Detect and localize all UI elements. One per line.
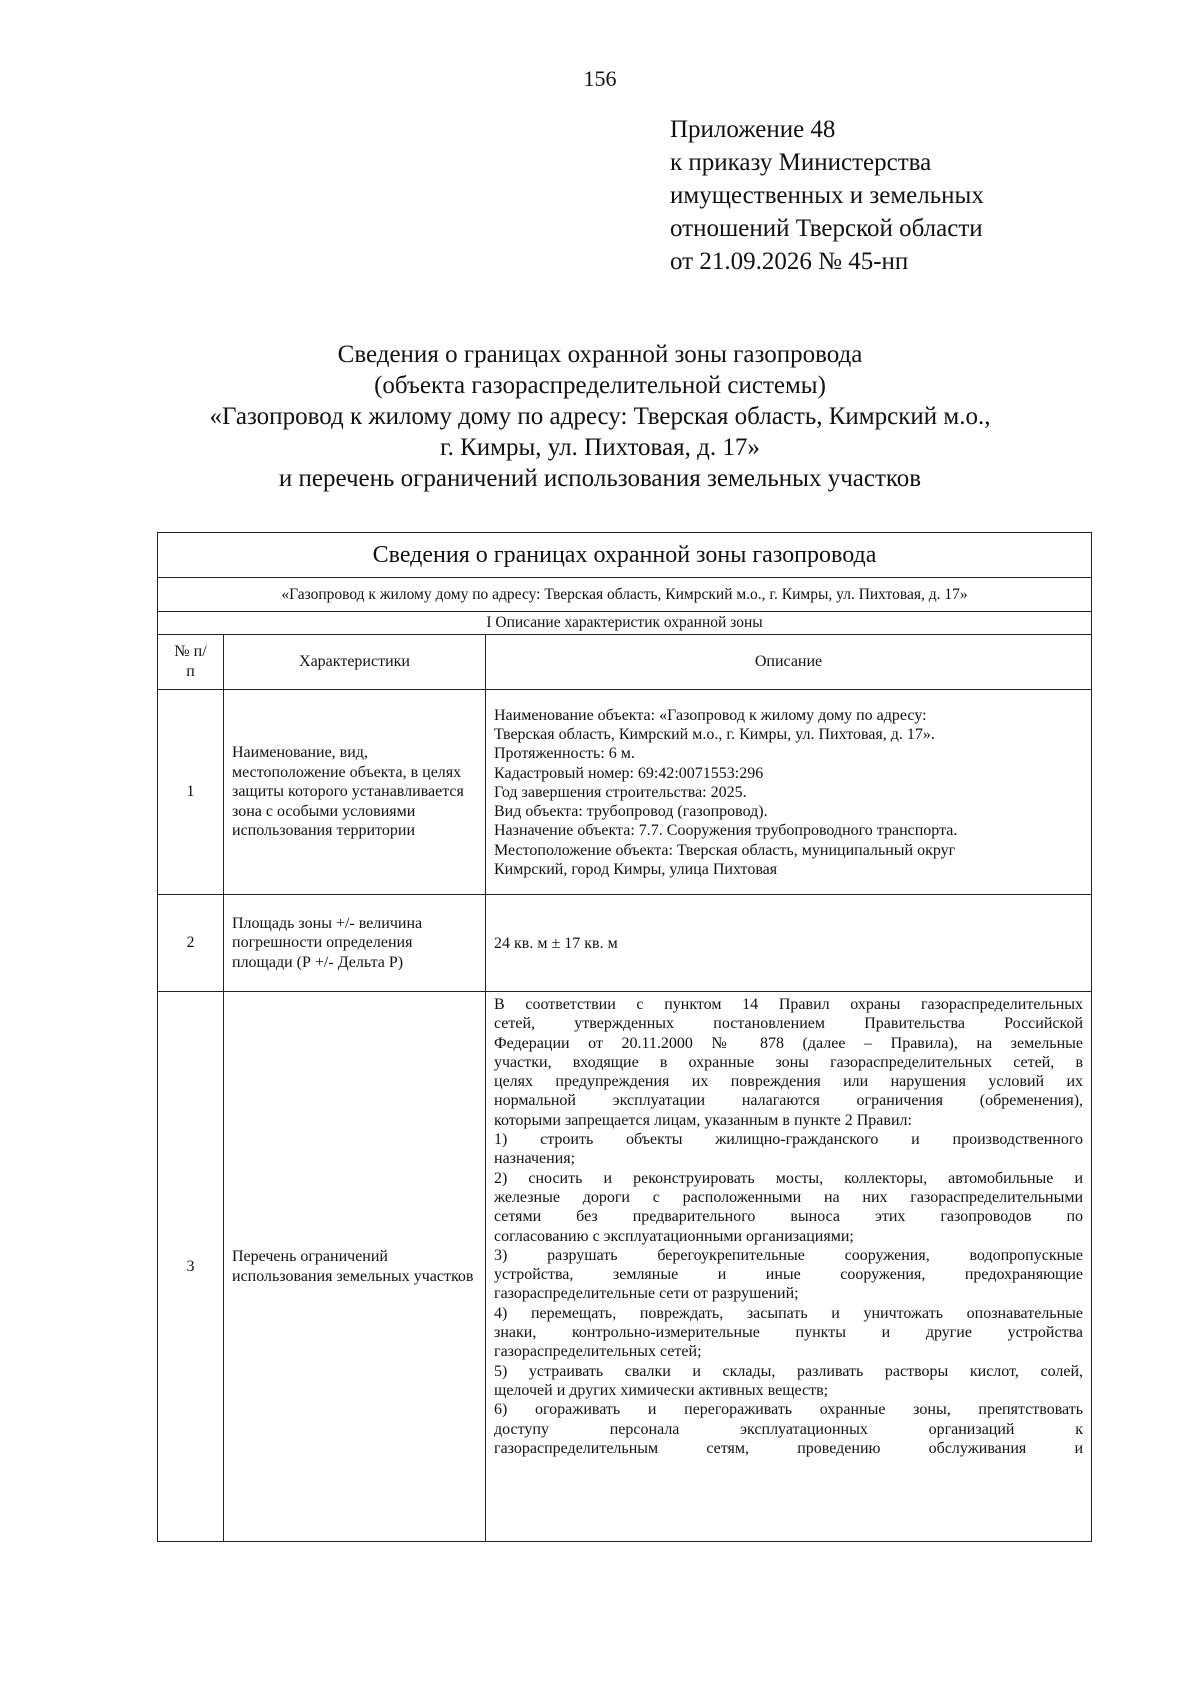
description-line: Вид объекта: трубопровод (газопровод).: [494, 803, 768, 821]
section-title: I Описание характеристик охранной зоны: [158, 612, 1092, 635]
table-row: [158, 895, 1092, 992]
description-line: участки, входящие в охранные зоны газораспределительных сетей, в: [494, 1053, 1084, 1071]
description-line: 1) строить объекты жилищно-гражданского и производственного: [494, 1131, 1084, 1149]
description-line: целях предупреждения их повреждения или нарушения условий их: [494, 1073, 1084, 1091]
description-line: назначения;: [494, 1150, 576, 1168]
description-line: В соответствии с пунктом 14 Правил охраны газораспределительных: [494, 996, 1084, 1013]
table-heading: Сведения о границах охранной зоны газопровода: [158, 533, 1092, 578]
description-line: знаки, контрольно-измерительные пункты и другие устройства: [494, 1324, 1084, 1342]
appendix-line: имущественных и земельных: [670, 182, 984, 209]
column-header-characteristics: Характеристики: [224, 635, 486, 690]
description-line: Назначение объекта: 7.7. Сооружения трубопроводного транспорта.: [494, 822, 958, 840]
row-number: 2: [158, 895, 224, 992]
description-line: Год завершения строительства: 2025.: [494, 783, 747, 801]
appendix-line: к приказу Министерства: [670, 149, 932, 176]
description-line: газораспределительные сети от разрушений;: [494, 1285, 799, 1303]
column-header-description: Описание: [486, 635, 1092, 690]
column-header-num-label: № п/п: [174, 643, 207, 680]
description-line: устройства, земляные и иные сооружения, предохраняющие: [494, 1266, 1084, 1284]
row-characteristic: Площадь зоны +/- величина погрешности определения площади (Р +/- Дельта Р): [224, 895, 486, 992]
row-characteristic: Наименование, вид, местоположение объекта, в целях защиты которого устанавливается зона с особыми условиями использования территории: [224, 690, 486, 895]
description-line: 6) огораживать и перегораживать охранные зоны, препятствовать: [494, 1401, 1084, 1419]
description-line: 5) устраивать свалки и склады, разливать растворы кислот, солей,: [494, 1362, 1084, 1380]
row-number: 1: [158, 690, 224, 895]
row-number: 3: [158, 992, 224, 1542]
description-line: сетей, утвержденных постановлением Правительства Российской: [494, 1015, 1084, 1033]
object-name: «Газопровод к жилому дому по адресу: Тверская область, Кимрский м.о., г. Кимры, ул. Пихтовая, д. 17»: [158, 578, 1092, 612]
description-line: 4) перемещать, повреждать, засыпать и уничтожать опознавательные: [494, 1304, 1084, 1322]
description-line: газораспределительных сетей;: [494, 1343, 702, 1361]
row-description: [486, 690, 1092, 895]
description-line: которыми запрещается лицам, указанным в пункте 2 Правил:: [494, 1111, 912, 1129]
row-description: 24 кв. м ± 17 кв. м: [486, 895, 1092, 992]
description-line: Протяженность: 6 м.: [494, 745, 635, 763]
description-line: Федерации от 20.11.2000 № 878 (далее – Правила), на земельные: [494, 1034, 1084, 1052]
description-line: Местоположение объекта: Тверская область, муниципальный округ: [494, 841, 956, 859]
description-line: газораспределительным сетям, проведению обслуживания и: [494, 1439, 1084, 1457]
description-line: согласованию с эксплуатационными организациями;: [494, 1227, 854, 1245]
document-title: [0, 339, 1200, 494]
appendix-line: Приложение 48: [670, 116, 836, 143]
table-row: [158, 690, 1092, 895]
appendix-line: отношений Тверской области: [670, 215, 983, 242]
description-line: Тверская область, Кимрский м.о., г. Кимры, ул. Пихтовая, д. 17».: [494, 725, 935, 743]
table-row: [158, 992, 1092, 1542]
page-number: 156: [583, 66, 617, 91]
title-line: (объекта газораспределительной системы): [374, 372, 826, 399]
row-characteristic: Перечень ограничений использования земельных участков: [224, 992, 486, 1542]
description-line: нормальной эксплуатации налагаются ограничения (обременения),: [494, 1092, 1084, 1110]
description-line: сетями без предварительного выноса этих газопроводов по: [494, 1208, 1084, 1226]
description-line: 3) разрушать берегоукрепительные сооружения, водопропускные: [494, 1246, 1084, 1264]
protection-zone-table: [157, 532, 1092, 1542]
description-line: Наименование объекта: «Газопровод к жилому дому по адресу:: [494, 706, 927, 724]
description-line: Кадастровый номер: 69:42:0071553:296: [494, 764, 764, 782]
appendix-line: от 21.09.2026 № 45-нп: [670, 248, 909, 275]
title-line: Сведения о границах охранной зоны газопровода: [337, 341, 863, 368]
row-description: [486, 992, 1092, 1542]
appendix-block: [670, 113, 984, 278]
title-line: и перечень ограничений использования земельных участков: [278, 465, 922, 492]
column-header-num: [158, 635, 224, 690]
description-line: 2) сносить и реконструировать мосты, коллекторы, автомобильные и: [494, 1169, 1084, 1187]
description-line: доступу персонала эксплуатационных организаций к: [494, 1420, 1084, 1438]
title-line: г. Кимры, ул. Пихтовая, д. 17»: [440, 434, 760, 461]
description-line: щелочей и других химически активных веществ;: [494, 1381, 829, 1399]
description-line: железные дороги с расположенными на них газораспределительными: [494, 1188, 1084, 1206]
description-line: Кимрский, город Кимры, улица Пихтовая: [494, 861, 778, 879]
title-line: «Газопровод к жилому дому по адресу: Тверская область, Кимрский м.о.,: [209, 403, 991, 430]
